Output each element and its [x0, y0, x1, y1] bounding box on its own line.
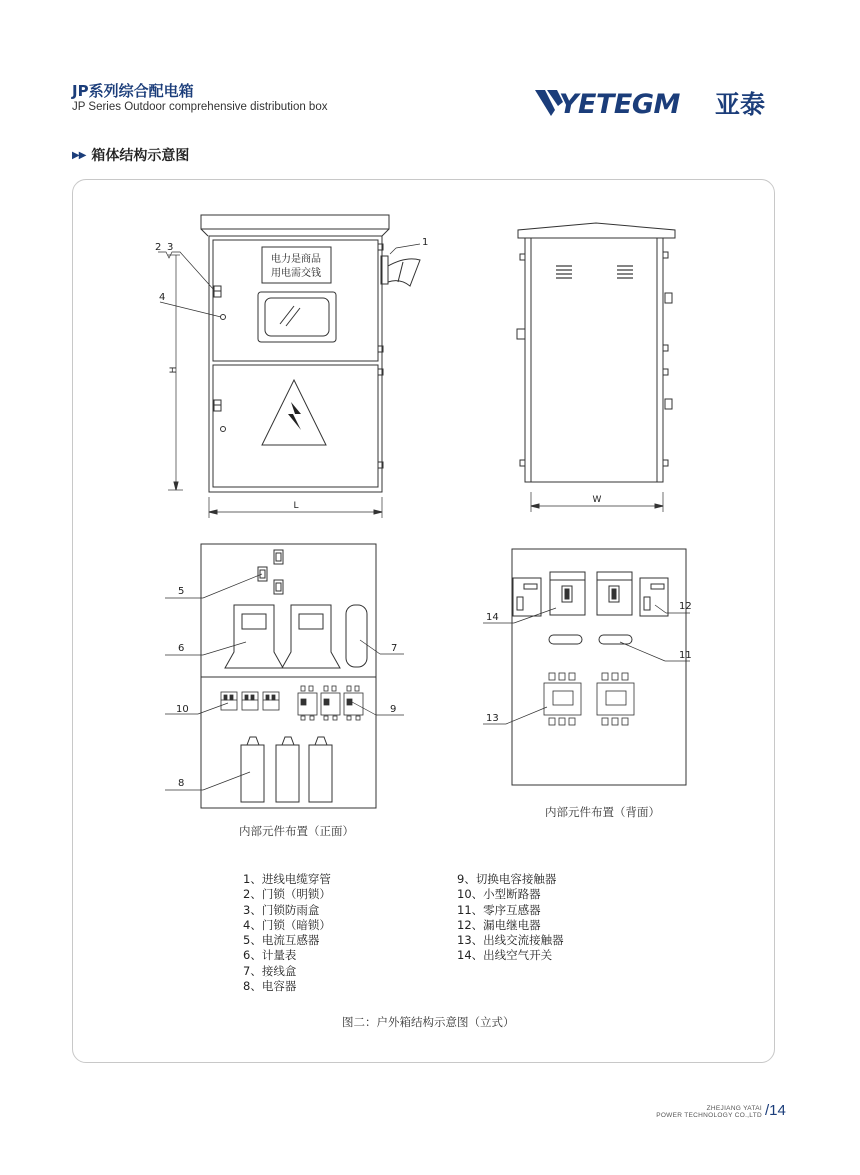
logo-text: YETEGM [559, 89, 680, 120]
legend-item: 5、电流互感器 [243, 933, 320, 948]
callout-13: 13 [486, 713, 499, 724]
callout-14: 14 [486, 612, 499, 623]
legend-item: 6、计量表 [243, 948, 297, 963]
legend-item: 13、出线交流接触器 [457, 933, 564, 948]
legend-item: 4、门锁（暗锁） [243, 917, 331, 932]
logo-cn: 亚泰 [715, 90, 766, 119]
page-subtitle: JP Series Outdoor comprehensive distribution box [72, 101, 328, 113]
back-layout-caption: 内部元件布置（背面） [545, 805, 660, 819]
callout-12: 12 [679, 601, 692, 612]
callout-3: 3 [167, 242, 174, 253]
legend-item: 12、漏电继电器 [457, 917, 541, 932]
legend-item: 1、进线电缆穿管 [243, 872, 331, 886]
front-layout-caption: 内部元件布置（正面） [239, 824, 354, 838]
dimension-w-label: W [592, 495, 602, 505]
legend-right [457, 872, 564, 964]
dimension-h-label: H [169, 366, 179, 374]
callout-4: 4 [159, 292, 166, 303]
callout-10: 10 [176, 704, 189, 715]
lightning-warning-icon [262, 380, 326, 445]
legend-item: 2、门锁（明锁） [243, 887, 331, 902]
legend-item: 11、零序互感器 [457, 902, 541, 917]
legend-item: 9、切换电容接触器 [457, 872, 557, 886]
legend-item: 7、接线盒 [243, 963, 297, 978]
section-title: 箱体结构示意图 [91, 148, 190, 164]
sign-text-line2: 用电需交钱 [271, 268, 321, 279]
callout-9: 9 [390, 704, 397, 715]
callout-1: 1 [422, 237, 429, 248]
legend-item: 14、出线空气开关 [457, 948, 553, 963]
page-number: /14 [765, 1102, 786, 1119]
dimension-l-label: L [293, 501, 299, 511]
callout-6: 6 [178, 643, 185, 654]
legend-item: 10、小型断路器 [457, 887, 541, 902]
sign-text-line1: 电力是商品 [271, 254, 321, 265]
callout-5: 5 [178, 586, 185, 597]
figure-caption: 图二：户外箱结构示意图（立式） [342, 1015, 515, 1029]
double-arrow-icon: ▶▶ [72, 150, 86, 161]
back-internal-panel [483, 549, 690, 785]
callout-8: 8 [178, 778, 185, 789]
side-cabinet [517, 223, 675, 512]
legend-left [243, 872, 331, 994]
callout-7: 7 [391, 643, 398, 654]
front-internal-panel [165, 544, 404, 808]
page-title: JP系列综合配电箱 [72, 82, 194, 100]
legend-item: 3、门锁防雨盒 [243, 902, 320, 917]
legend-item: 8、电容器 [243, 979, 297, 994]
footer-company-line2: POWER TECHNOLOGY CO.,LTD [656, 1112, 762, 1119]
callout-2: 2 [155, 242, 162, 253]
callout-11: 11 [679, 650, 692, 661]
footer-company-line1: ZHEJIANG YATAI [706, 1105, 762, 1112]
footer-company [656, 1105, 762, 1119]
